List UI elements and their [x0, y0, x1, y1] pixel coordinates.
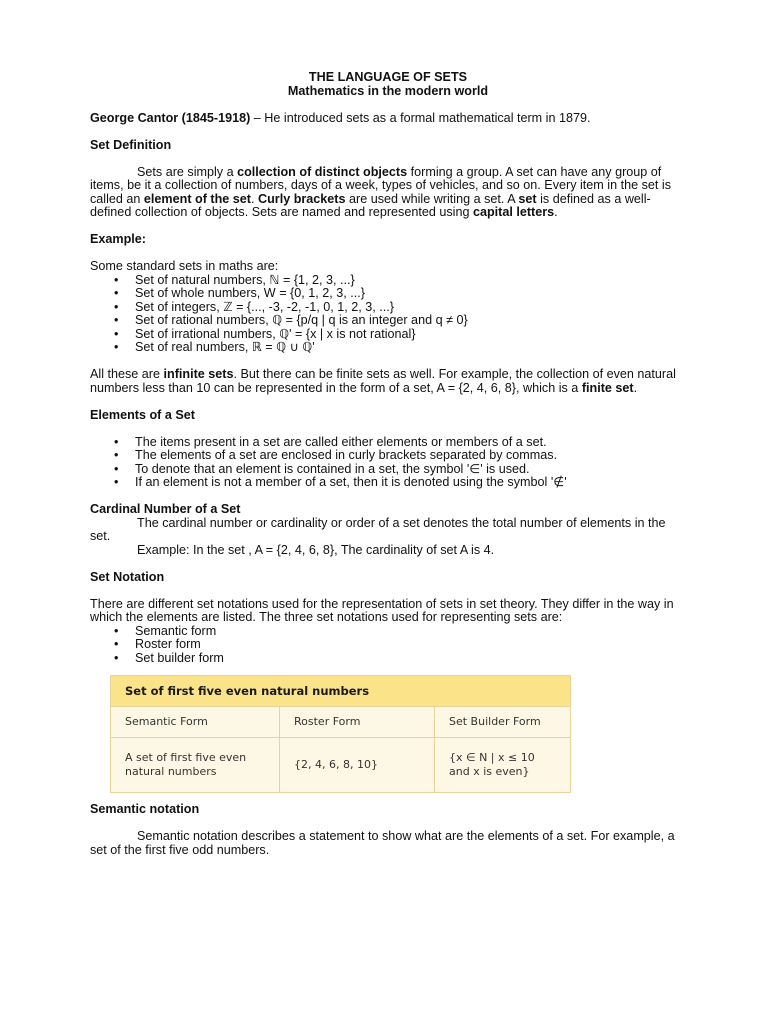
document-title: THE LANGUAGE OF SETS [308, 70, 468, 84]
intro-name: George Cantor (1845-1918) [90, 110, 251, 125]
example-heading: Example: [90, 232, 146, 246]
list-item: • The items present in a set are called either elements or members of a set. [90, 436, 686, 450]
set-definition-heading: Set Definition [90, 137, 172, 152]
list-item: • The elements of a set are enclosed in curly brackets separated by commas. [90, 449, 686, 463]
set-notation-paragraph: There are different set notations used for the representation of sets in set theory. They differ in the way in which the elements are listed. The three set notations used for representing sets are: [90, 596, 674, 624]
set-notation-table [110, 675, 571, 793]
list-item: • Set of irrational numbers, ℚ' = {x | x is not rational} [90, 328, 686, 342]
elements-list [90, 436, 686, 490]
table-cell: A set of first five even natural numbers [111, 738, 280, 793]
list-item: • If an element is not a member of a set, then it is denoted using the symbol '∉' [90, 476, 686, 490]
table-cell: {2, 4, 6, 8, 10} [280, 738, 435, 793]
example-lead: Some standard sets in maths are: [90, 259, 279, 273]
list-item: • Set of natural numbers, ℕ = {1, 2, 3, ...} [90, 274, 686, 288]
list-item: • Roster form [90, 638, 686, 652]
notation-list [90, 625, 686, 666]
list-item: • Set of rational numbers, ℚ = {p/q | q is an integer and q ≠ 0} [90, 314, 686, 328]
list-item: • Set of whole numbers, W = {0, 1, 2, 3, ...} [90, 287, 686, 301]
intro-paragraph [90, 112, 686, 126]
list-item: • Semantic form [90, 625, 686, 639]
standard-sets-list [90, 274, 686, 355]
table-header: Set of first five even natural numbers [111, 676, 571, 707]
table-cell: {x ∈ N | x ≤ 10 and x is even} [435, 738, 571, 793]
cardinal-heading: Cardinal Number of a Set [90, 502, 241, 516]
cardinal-paragraph: The cardinal number or cardinality or order of a set denotes the total number of elements in the set. [90, 515, 666, 543]
intro-text: – He introduced sets as a formal mathematical term in 1879. [250, 110, 591, 125]
set-notation-heading: Set Notation [90, 569, 165, 584]
list-item: • Set builder form [90, 652, 686, 666]
semantic-paragraph: Semantic notation describes a statement to show what are the elements of a set. For example, a set of the first five odd numbers. [90, 829, 675, 857]
document-subtitle: Mathematics in the modern world [287, 83, 489, 98]
document-content [90, 71, 686, 857]
list-item: • Set of integers, ℤ = {..., -3, -2, -1, 0, 1, 2, 3, ...} [90, 301, 686, 315]
set-definition-paragraph: Sets are simply a collection of distinct objects forming a group. A set can have any group of items, be it a collection of numbers, days of a week, types of vehicles, and so on. Every item in the set is called an element of the set. Curly brackets are used while writing a set. A set is defined as a well-defined collection of objects. Sets are named and represented using capital letters. [90, 164, 671, 219]
list-item: • Set of real numbers, ℝ = ℚ ∪ ℚ' [90, 341, 686, 355]
semantic-heading: Semantic notation [90, 802, 200, 816]
elements-heading: Elements of a Set [90, 407, 195, 422]
infinite-sets-paragraph: All these are infinite sets. But there can be finite sets as well. For example, the collection of even natural numbers less than 10 can be represented in the form of a set, A = {2, 4, 6, 8}, which is a finite set. [90, 367, 676, 395]
column-header: Set Builder Form [435, 707, 571, 738]
column-header: Roster Form [280, 707, 435, 738]
list-item: • To denote that an element is contained in a set, the symbol '∈' is used. [90, 463, 686, 477]
cardinal-example: Example: In the set , A = {2, 4, 6, 8}, The cardinality of set A is 4. [137, 542, 495, 557]
column-header: Semantic Form [111, 707, 280, 738]
